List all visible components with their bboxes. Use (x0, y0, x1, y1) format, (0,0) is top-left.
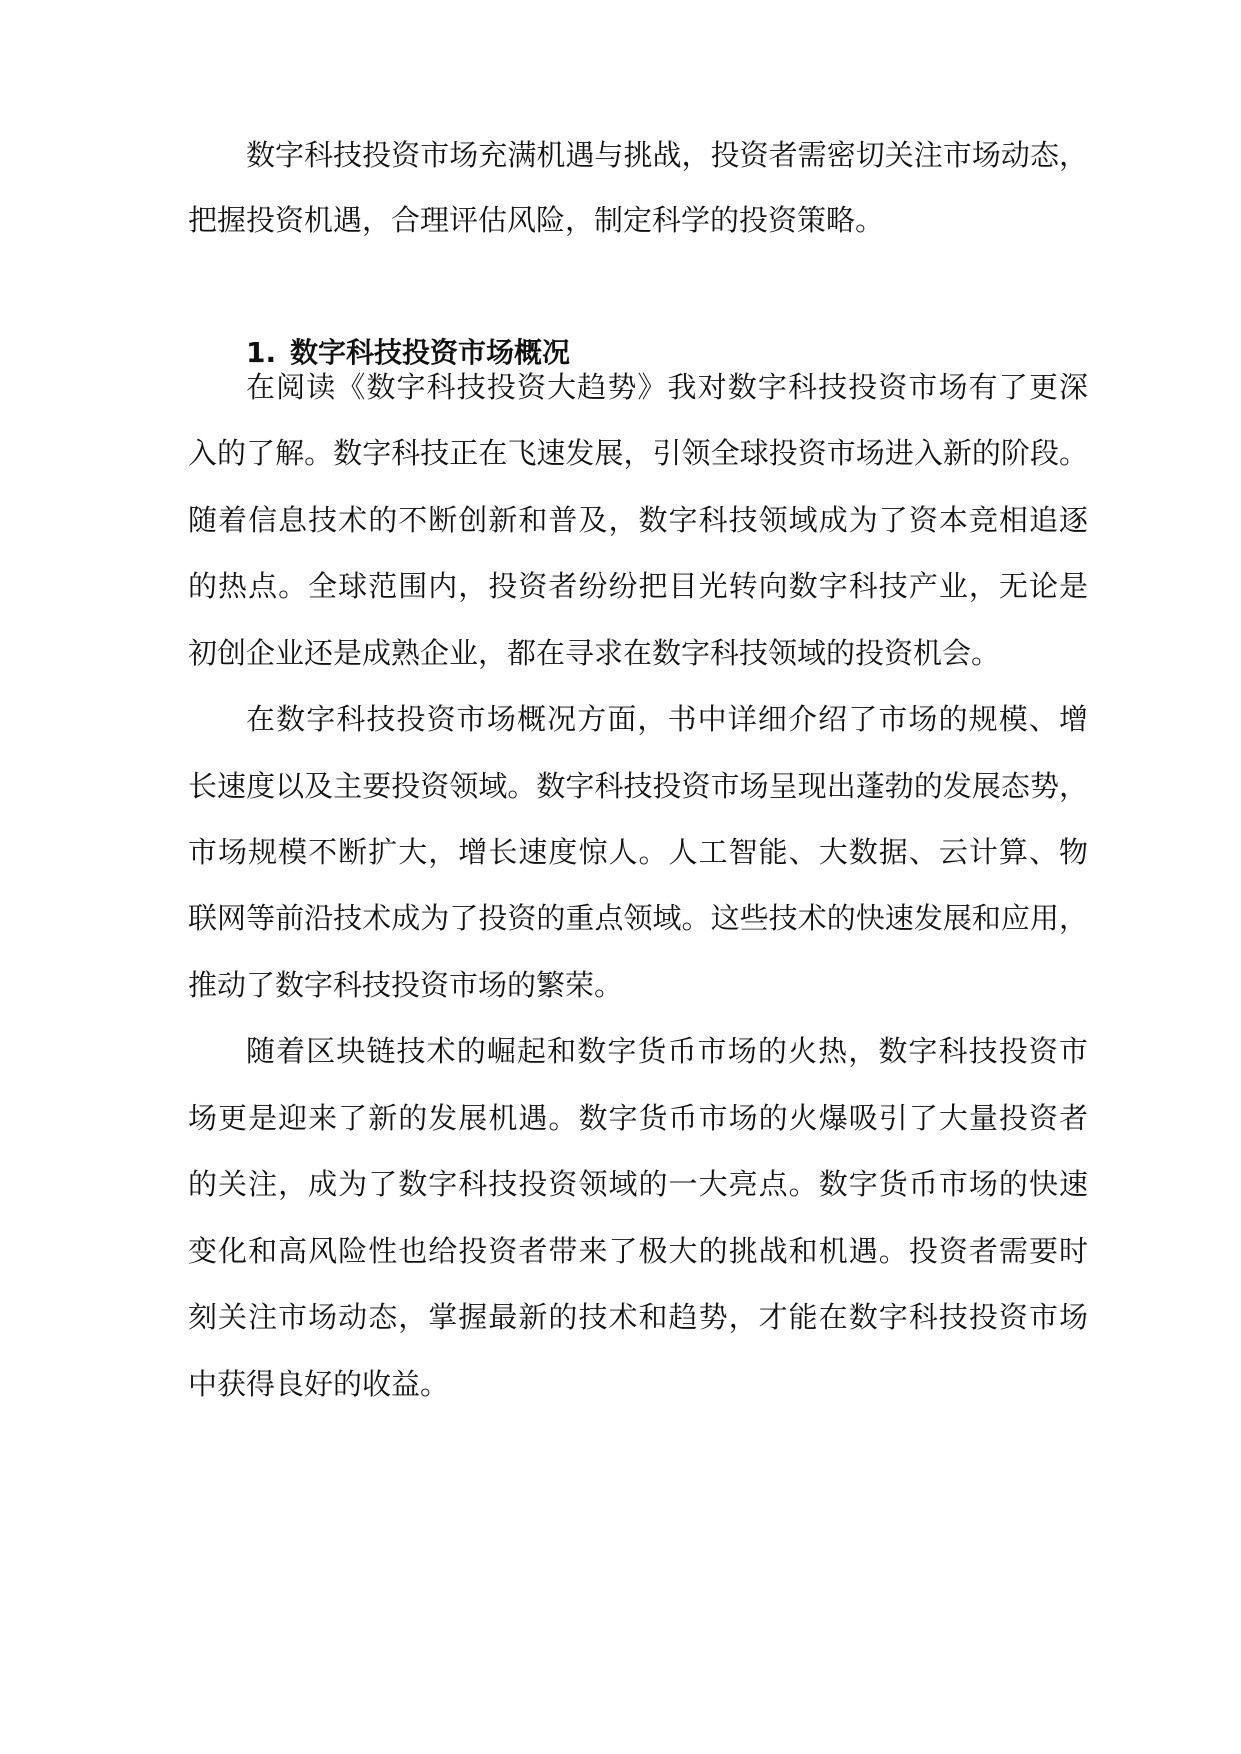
para3-line-4: 变化和高风险性也给投资者带来了极大的挑战和机遇。投资者需要时 (188, 1234, 1088, 1268)
para1-line-1: 在阅读《数字科技投资大趋势》我对数字科技投资市场有了更深 (246, 370, 1088, 404)
para3-line-6: 中获得良好的收益。 (188, 1367, 450, 1401)
para3-line-1: 随着区块链技术的崛起和数字货币市场的火热，数字科技投资市 (246, 1034, 1088, 1068)
para1-line-2: 入的了解。数字科技正在飞速发展，引领全球投资市场进入新的阶段。 (188, 436, 1088, 470)
para1-line-3: 随着信息技术的不断创新和普及，数字科技领域成为了资本竞相追逐 (188, 503, 1088, 537)
para2-line-4: 联网等前沿技术成为了投资的重点领域。这些技术的快速发展和应用， (188, 901, 1088, 935)
para2-line-2: 长速度以及主要投资领域。数字科技投资市场呈现出蓬勃的发展态势， (188, 769, 1088, 803)
intro-line-2: 把握投资机遇，合理评估风险，制定科学的投资策略。 (188, 203, 885, 237)
para2-line-1: 在数字科技投资市场概况方面，书中详细介绍了市场的规模、增 (246, 702, 1088, 736)
para2-line-3: 市场规模不断扩大，增长速度惊人。人工智能、大数据、云计算、物 (188, 835, 1088, 869)
para1-line-4: 的热点。全球范围内，投资者纷纷把目光转向数字科技产业，无论是 (188, 569, 1088, 603)
section-title: 数字科技投资市场概况 (290, 336, 571, 369)
intro-line-1: 数字科技投资市场充满机遇与挑战，投资者需密切关注市场动态， (246, 138, 1088, 172)
para3-line-5: 刻关注市场动态，掌握最新的技术和趋势，才能在数字科技投资市场 (188, 1300, 1088, 1334)
para1-line-5: 初创企业还是成熟企业，都在寻求在数字科技领域的投资机会。 (188, 636, 1001, 670)
para3-line-2: 场更是迎来了新的发展机遇。数字货币市场的火爆吸引了大量投资者 (188, 1101, 1088, 1135)
para3-line-3: 的关注，成为了数字科技投资领域的一大亮点。数字货币市场的快速 (188, 1167, 1088, 1201)
section-number: 1. (246, 336, 277, 369)
para2-line-5: 推动了数字科技投资市场的繁荣。 (188, 968, 624, 1002)
